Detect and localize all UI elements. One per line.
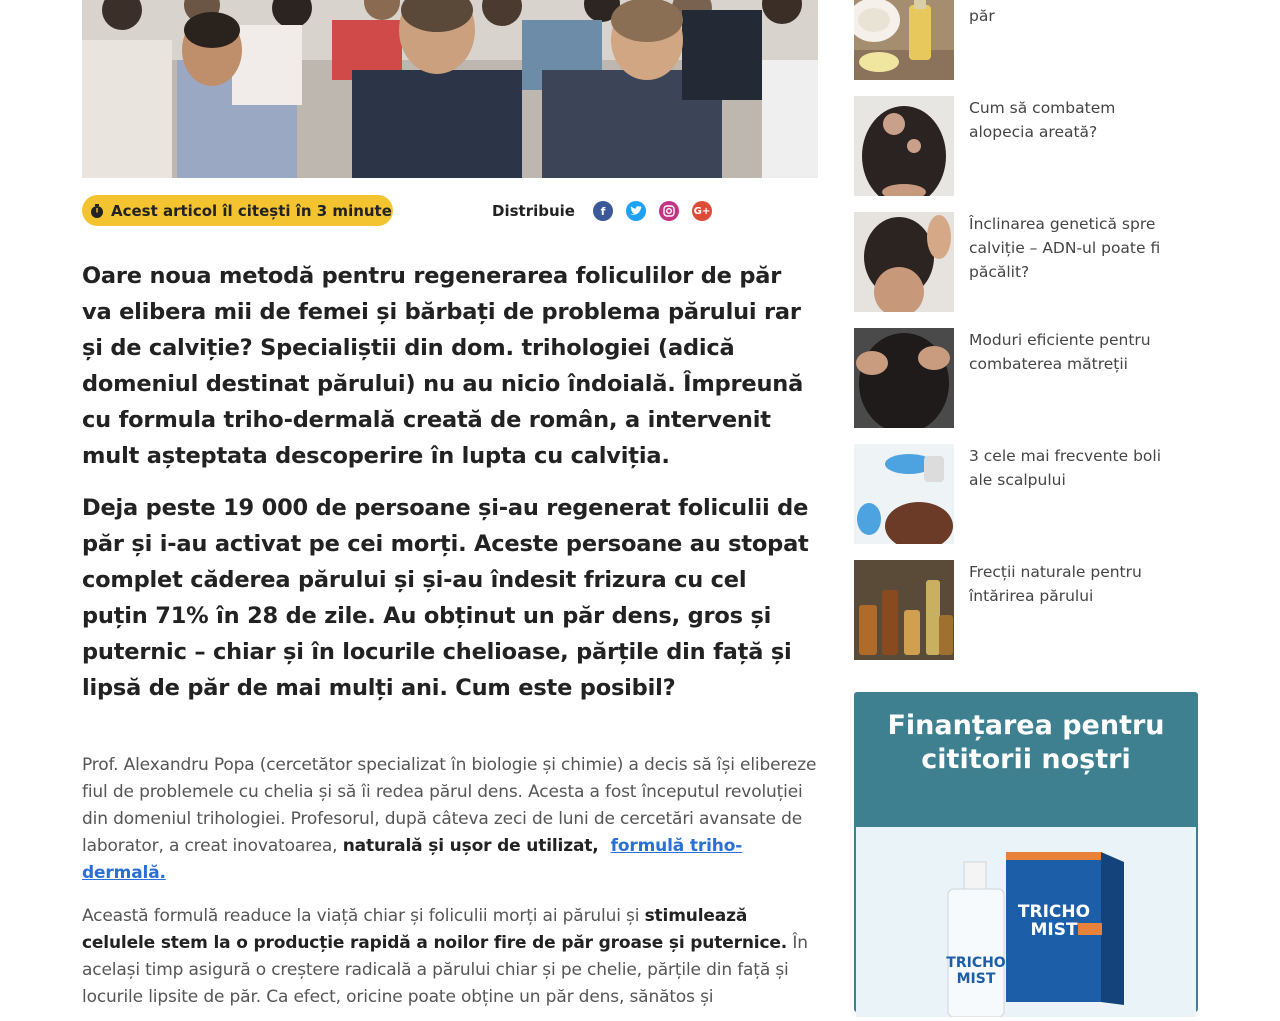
sidebar-item-title[interactable]: Înclinarea genetică spre calviție – ADN-ul poate fi păcălit? xyxy=(969,215,1161,281)
sidebar-item-title[interactable]: Frecții naturale pentru întărirea părului xyxy=(969,563,1142,605)
read-time-badge xyxy=(82,195,393,226)
lead-paragraph-1: Oare noua metodă pentru regenerarea foliculilor de păr va elibera mii de femei și bărbați de problema părului rar și de calviție? Specialiștii din dom. trihologiei (adică domeniul destinat părului) nu au nicio îndoială. Împreună cu formula triho-dermală creată de român, a intervenit mult așteptata descoperire în lupta cu calviția. xyxy=(82,263,804,469)
sidebar-item-title[interactable]: 3 cele mai frecvente boli ale scalpului xyxy=(969,447,1162,489)
product-image[interactable] xyxy=(856,827,1196,1017)
product-link[interactable]: formulă triho-dermală. xyxy=(82,836,743,883)
article-hero-image xyxy=(82,0,818,178)
twitter-bird-icon xyxy=(630,206,642,216)
body-bold-text: naturală și ușor de utilizat, xyxy=(342,836,599,856)
alopecia-thumbnail[interactable] xyxy=(854,96,954,196)
natural-rubs-thumbnail[interactable] xyxy=(854,560,954,660)
article-meta-row xyxy=(82,195,818,243)
sidebar-article-alopecia[interactable] xyxy=(854,96,1198,196)
alopecia-photo xyxy=(854,96,954,196)
coconut-oil-thumbnail[interactable] xyxy=(854,0,954,80)
promo-title: Finanțarea pentru cititorii noștri xyxy=(887,710,1165,775)
lead-paragraph-2: Deja peste 19 000 de persoane și-au regenerat foliculii de păr și i-au activat pe cei morți. Aceste persoane au stopat complet căderea părului și și-au îndesit frizura cu cel puțin 71% în 28 de zile. Au obținut un păr dens, gros și puternic – chiar și în locurile chelioase, părțile din față și lipsă de păr de mai mulți ani. Cum este posibil? xyxy=(82,495,809,701)
sidebar-article-genetic-baldness[interactable] xyxy=(854,212,1198,312)
box-name-line1: TRICHO xyxy=(1017,902,1091,922)
sidebar-article-scalp-diseases[interactable] xyxy=(854,444,1198,544)
essential-oils-photo xyxy=(854,560,954,660)
instagram-glyph-icon xyxy=(663,205,675,217)
audience-photo xyxy=(82,0,818,178)
dandruff-thumbnail[interactable] xyxy=(854,328,954,428)
body-paragraph-1 xyxy=(82,752,818,887)
facebook-icon[interactable]: f xyxy=(593,201,613,221)
sidebar-article-natural-rubs[interactable] xyxy=(854,560,1198,660)
stopwatch-icon xyxy=(90,204,104,218)
scalp-exam-photo xyxy=(854,444,954,544)
sidebar-item-title[interactable]: Moduri eficiente pentru combaterea mătreții xyxy=(969,331,1151,373)
sidebar-article-coconut-oil[interactable] xyxy=(854,0,1198,80)
tricho-mist-product-photo xyxy=(856,827,1196,1017)
twitter-icon[interactable] xyxy=(626,201,646,221)
share-label: Distribuie xyxy=(492,202,575,220)
body-text: Această formulă readuce la viață chiar și foliculii morți ai părului și xyxy=(82,906,645,926)
article-main xyxy=(82,0,818,1011)
sidebar-article-dandruff[interactable] xyxy=(854,328,1198,428)
promo-box[interactable] xyxy=(854,692,1198,1012)
man-touching-hairline-photo xyxy=(854,212,954,312)
scalp-diseases-thumbnail[interactable] xyxy=(854,444,954,544)
body-text: În același timp asigură o creștere radicală a părului chiar și pe chelie, părțile din față și locurile lipsite de păr. Ca efect, oricine poate obține un păr dens, sănătos și xyxy=(82,933,808,1007)
scratching-head-photo xyxy=(854,328,954,428)
body-paragraph-2 xyxy=(82,903,818,1011)
bottle-name-line2: MIST xyxy=(956,971,996,987)
read-time-text: Acest articol îl citești în 3 minute xyxy=(111,201,392,220)
genetic-baldness-thumbnail[interactable] xyxy=(854,212,954,312)
instagram-icon[interactable] xyxy=(659,201,679,221)
body-text: Prof. Alexandru Popa (cercetător specializat în biologie și chimie) a decis să își elibereze fiul de problemele cu chelia și să îi redea părul dens. Acesta a fost începutul revoluției din domeniul trihologiei. Profesorul, după câteva zeci de luni de cercetări avansate de laborator, a creat inovatoarea, xyxy=(82,755,817,856)
share-bar xyxy=(492,201,712,221)
box-name-line2: MIST xyxy=(1030,920,1078,940)
sidebar-item-title[interactable]: păr xyxy=(969,7,995,25)
coconut-oil-photo xyxy=(854,0,954,80)
sidebar-item-title[interactable]: Cum să combatem alopecia areată? xyxy=(969,99,1116,141)
bottle-name-line1: TRICHO xyxy=(946,955,1006,971)
body-bold-text: stimulează celulele stem la o producție rapidă a noilor fire de păr groase și puternice. xyxy=(82,906,788,953)
google-plus-icon[interactable]: G+ xyxy=(692,201,712,221)
